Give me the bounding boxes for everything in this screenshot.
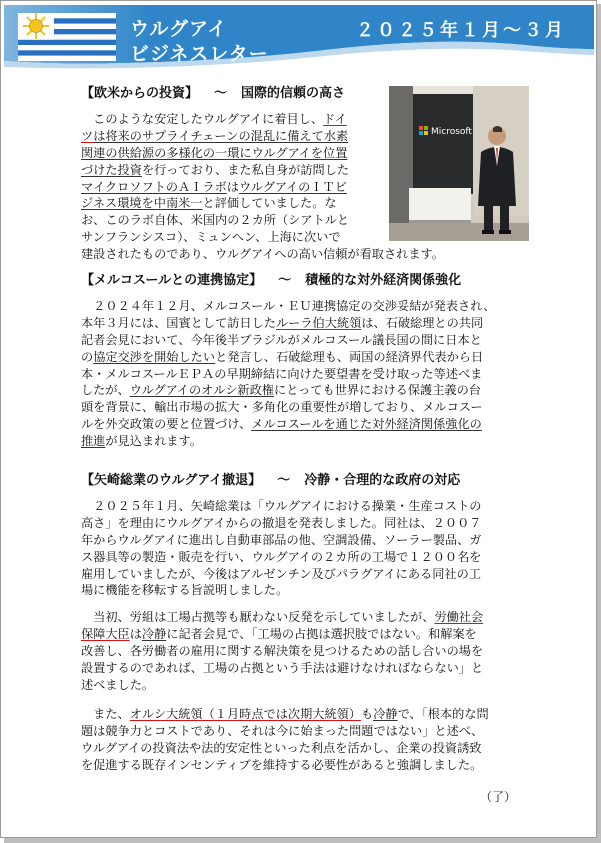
underlined-text: 冷静: [373, 707, 398, 721]
text-segment: このような安定したウルグアイに着目し、: [81, 112, 324, 126]
section2-subtitle: 積極的な対外経済関係強化: [305, 273, 462, 288]
microsoft-sign-text: Microsoft: [431, 127, 472, 137]
text-segment: ２０２５年１月、矢崎総業は「ウルグアイにおける操業・生産コストの: [81, 499, 482, 513]
text-segment: サンフランシスコ）、ミュンヘン、上海に次いで: [81, 230, 341, 245]
text-segment: 当初、労組は工場占拠等も厭わない反発を示していましたが、: [81, 610, 435, 624]
text-segment: も: [361, 707, 374, 721]
text-segment: は: [226, 179, 239, 194]
text-line: [81, 315, 529, 332]
text-segment: と評価していました。な: [202, 196, 337, 211]
underlined-text: メルコスールを通じた対外経済関係強化の: [251, 417, 482, 432]
text-segment: と発言し、石破総理も、両国の経済界代表から日: [215, 349, 484, 364]
text-segment: の: [81, 349, 94, 364]
section3-paragraph1: [81, 498, 529, 599]
section1-heading: [81, 82, 345, 101]
text-segment: ウルグアイの投資法や法的安定性といった利点を活かし、企業の投資誘致: [81, 740, 482, 755]
text-line: [81, 332, 529, 349]
text-segment: は、石破総理との共同: [361, 315, 484, 330]
section1-title: 【欧米からの投資】: [81, 86, 199, 101]
section3-tilde: ～: [277, 473, 291, 488]
section3-paragraph2: [81, 609, 529, 693]
uruguay-flag-icon: [18, 13, 116, 61]
text-line: [81, 677, 529, 694]
section2-heading: [81, 269, 461, 288]
text-line: [81, 643, 529, 660]
underlined-text: ウルグアイのＩＴビ: [238, 179, 347, 194]
text-segment: が見込まれます。: [105, 434, 202, 449]
text-line: [81, 626, 529, 643]
text-segment: 雇用していましたが、今後はアルゼンチン及びパラグアイにある同社の工: [81, 566, 481, 581]
text-segment: 改善し、各労働者の雇用に関する解決策を見つけるための話し合いの場を: [81, 643, 484, 658]
header-title: ウルグアイ: [130, 18, 228, 40]
underlined-text: ウルグアイのオルシ新政権: [129, 383, 274, 398]
underlined-text: 協定交渉を開始したい: [93, 349, 216, 364]
text-segment: 述べました。: [81, 677, 155, 692]
text-segment: 本年３月には、国賓として訪日した: [81, 315, 276, 330]
underlined-text: ルーラ伯大統領: [276, 315, 362, 330]
underlined-text: ドイ: [323, 112, 347, 126]
underlined-text: づけた投資: [81, 162, 142, 177]
underlined-text: ジネス環境を中南米一: [81, 196, 203, 211]
text-segment: は: [129, 626, 142, 641]
underlined-text: マイクロソフトのＡＩラボ: [81, 179, 227, 194]
underlined-text: は将来のサプライチェーンの混乱に備えて水素: [93, 128, 349, 143]
text-segment: 年からウルグアイに進出し自動車部品の他、空調設備、ソーラー製品、ガ: [81, 532, 482, 547]
closing-mark: （了）: [479, 790, 516, 804]
text-segment: 頭を背景に、輸出市場の拡大・多角化の重要性が増しており、メルコスー: [81, 400, 483, 415]
text-line: [81, 498, 529, 515]
text-segment: お、このラボ自体、米国内の２カ所（シアトルと: [81, 213, 350, 228]
section3-paragraph3: [81, 706, 529, 774]
underlined-text: 関連の供給源の多様化の一環にウルグアイを位置: [81, 145, 348, 160]
text-segment: を行っており、また私自身が訪問した: [141, 162, 350, 177]
section3-heading: [81, 469, 460, 488]
section2-title: 【メルコスールとの連携協定】: [81, 273, 263, 288]
underlined-text: オルシ大統領（１月時点では次期大統領）: [129, 707, 362, 721]
text-segment: したが、: [81, 383, 130, 398]
text-line: [81, 757, 529, 774]
header-subtitle: ビジネスレター: [130, 43, 269, 65]
text-line: [81, 740, 529, 757]
text-segment: 高さ」を理由にウルグアイからの撤退を発表しました。同社は、２００７: [81, 515, 482, 530]
underlined-text: 冷静: [141, 626, 167, 641]
text-line: [81, 660, 529, 677]
text-segment: に記者会見で、「工場の占拠は選択肢ではない。和解案を: [166, 626, 477, 641]
text-line: [81, 566, 529, 583]
microsoft-lab-photo: [389, 86, 529, 241]
text-line: [81, 582, 529, 599]
text-segment: 本・メルコスールＥＰＡの早期締結に向けた要望書を受け取った等述べま: [81, 366, 483, 381]
section3-title: 【矢崎総業のウルグアイ撤退】: [81, 473, 262, 488]
text-line: [81, 515, 529, 532]
text-line: [81, 366, 529, 383]
text-segment: また、: [81, 707, 130, 721]
text-segment: ス器具等の製造・販売を行い、ウルグアイの２カ所の工場で１２００名を: [81, 549, 482, 564]
section2-tilde: ～: [278, 273, 292, 288]
section3-subtitle: 冷静・合理的な政府の対応: [304, 473, 461, 488]
text-line: [81, 706, 529, 723]
underlined-text: 保障大臣: [81, 626, 130, 641]
text-line: [81, 382, 529, 399]
text-line: [81, 532, 529, 549]
underlined-text: 労働社会: [434, 610, 484, 624]
text-segment: で、「根本的な問: [397, 707, 489, 721]
text-line: [81, 609, 529, 626]
section1-subtitle: 国際的信頼の高さ: [241, 86, 346, 101]
text-line: [81, 349, 529, 366]
section2-body: [81, 298, 529, 450]
header-period: ２０２５年１月～３月: [356, 20, 566, 41]
text-line: [81, 416, 529, 433]
header-banner: [4, 5, 594, 69]
text-segment: 建設されたものであり、ウルグアイへの高い信頼が看取されます。: [81, 247, 444, 262]
text-segment: にとっても世界における保護主義の台: [274, 383, 481, 398]
text-segment: を促進する既存インセンティブを維持する必要性があると強調しました。: [81, 757, 483, 772]
text-segment: 記者会見において、今年後半ブラジルがメルコスール議長国の間に日本と: [81, 332, 482, 347]
text-segment: ルを外交政策の要と位置づけ、: [81, 417, 252, 432]
text-line: [81, 399, 529, 416]
text-segment: 設置するのであれば、工場の占拠という手法は避けなければならない」と: [81, 660, 484, 675]
text-line: [81, 723, 529, 740]
underlined-text: ツ: [81, 128, 94, 143]
text-line: [81, 549, 529, 566]
text-segment: ２０２４年１２月、メルコスール・ＥＵ連携協定の交渉妥結が発表され、: [81, 299, 496, 313]
underlined-text: 推進: [81, 434, 106, 449]
text-segment: 題は競争力とコストであり、それは今に始まった問題ではない」と述べ、: [81, 723, 484, 738]
text-line: [81, 433, 529, 450]
text-segment: 場に機能を移転する旨説明しました。: [81, 583, 289, 598]
text-line: [81, 298, 529, 315]
section1-tilde: ～: [214, 86, 228, 101]
text-line: [81, 246, 529, 263]
